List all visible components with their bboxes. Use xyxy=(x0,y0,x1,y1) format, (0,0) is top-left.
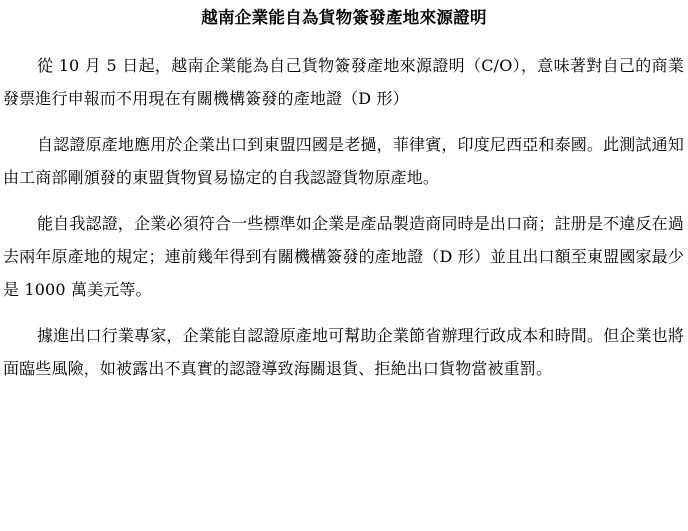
paragraph-expert-opinion: 據進出口行業專家，企業能自認證原產地可幫助企業節省辦理行政成本和時間。但企業也將面臨些風險，如被露出不真實的認證導致海關退貨、拒絶出口貨物當被重罰。 xyxy=(3,326,684,378)
document-title: 越南企業能自為貨物簽發產地來源證明 xyxy=(201,8,487,27)
paragraph-asean-countries: 自認證原產地應用於企業出口到東盟四國是老撾，菲律賓，印度尼西亞和泰國。此測試通知由工商部剛頒發的東盟貨物貿易協定的自我認證貨物原產地。 xyxy=(3,135,684,187)
paragraph-origin-certificate: 從 10 月 5 日起，越南企業能為自己貨物簽發產地來源證明（C/O），意味著對自己的商業發票進行申報而不用現在有關機構簽發的產地證（D 形） xyxy=(3,56,684,108)
paragraph-requirements: 能自我認證，企業必須符合一些標準如企業是產品製造商同時是出口商；註册是不違反在過去兩年原產地的規定；連前幾年得到有關機構簽發的產地證（D 形）並且出口額至東盟國家最少是 1000 萬美元等。 xyxy=(3,214,684,299)
